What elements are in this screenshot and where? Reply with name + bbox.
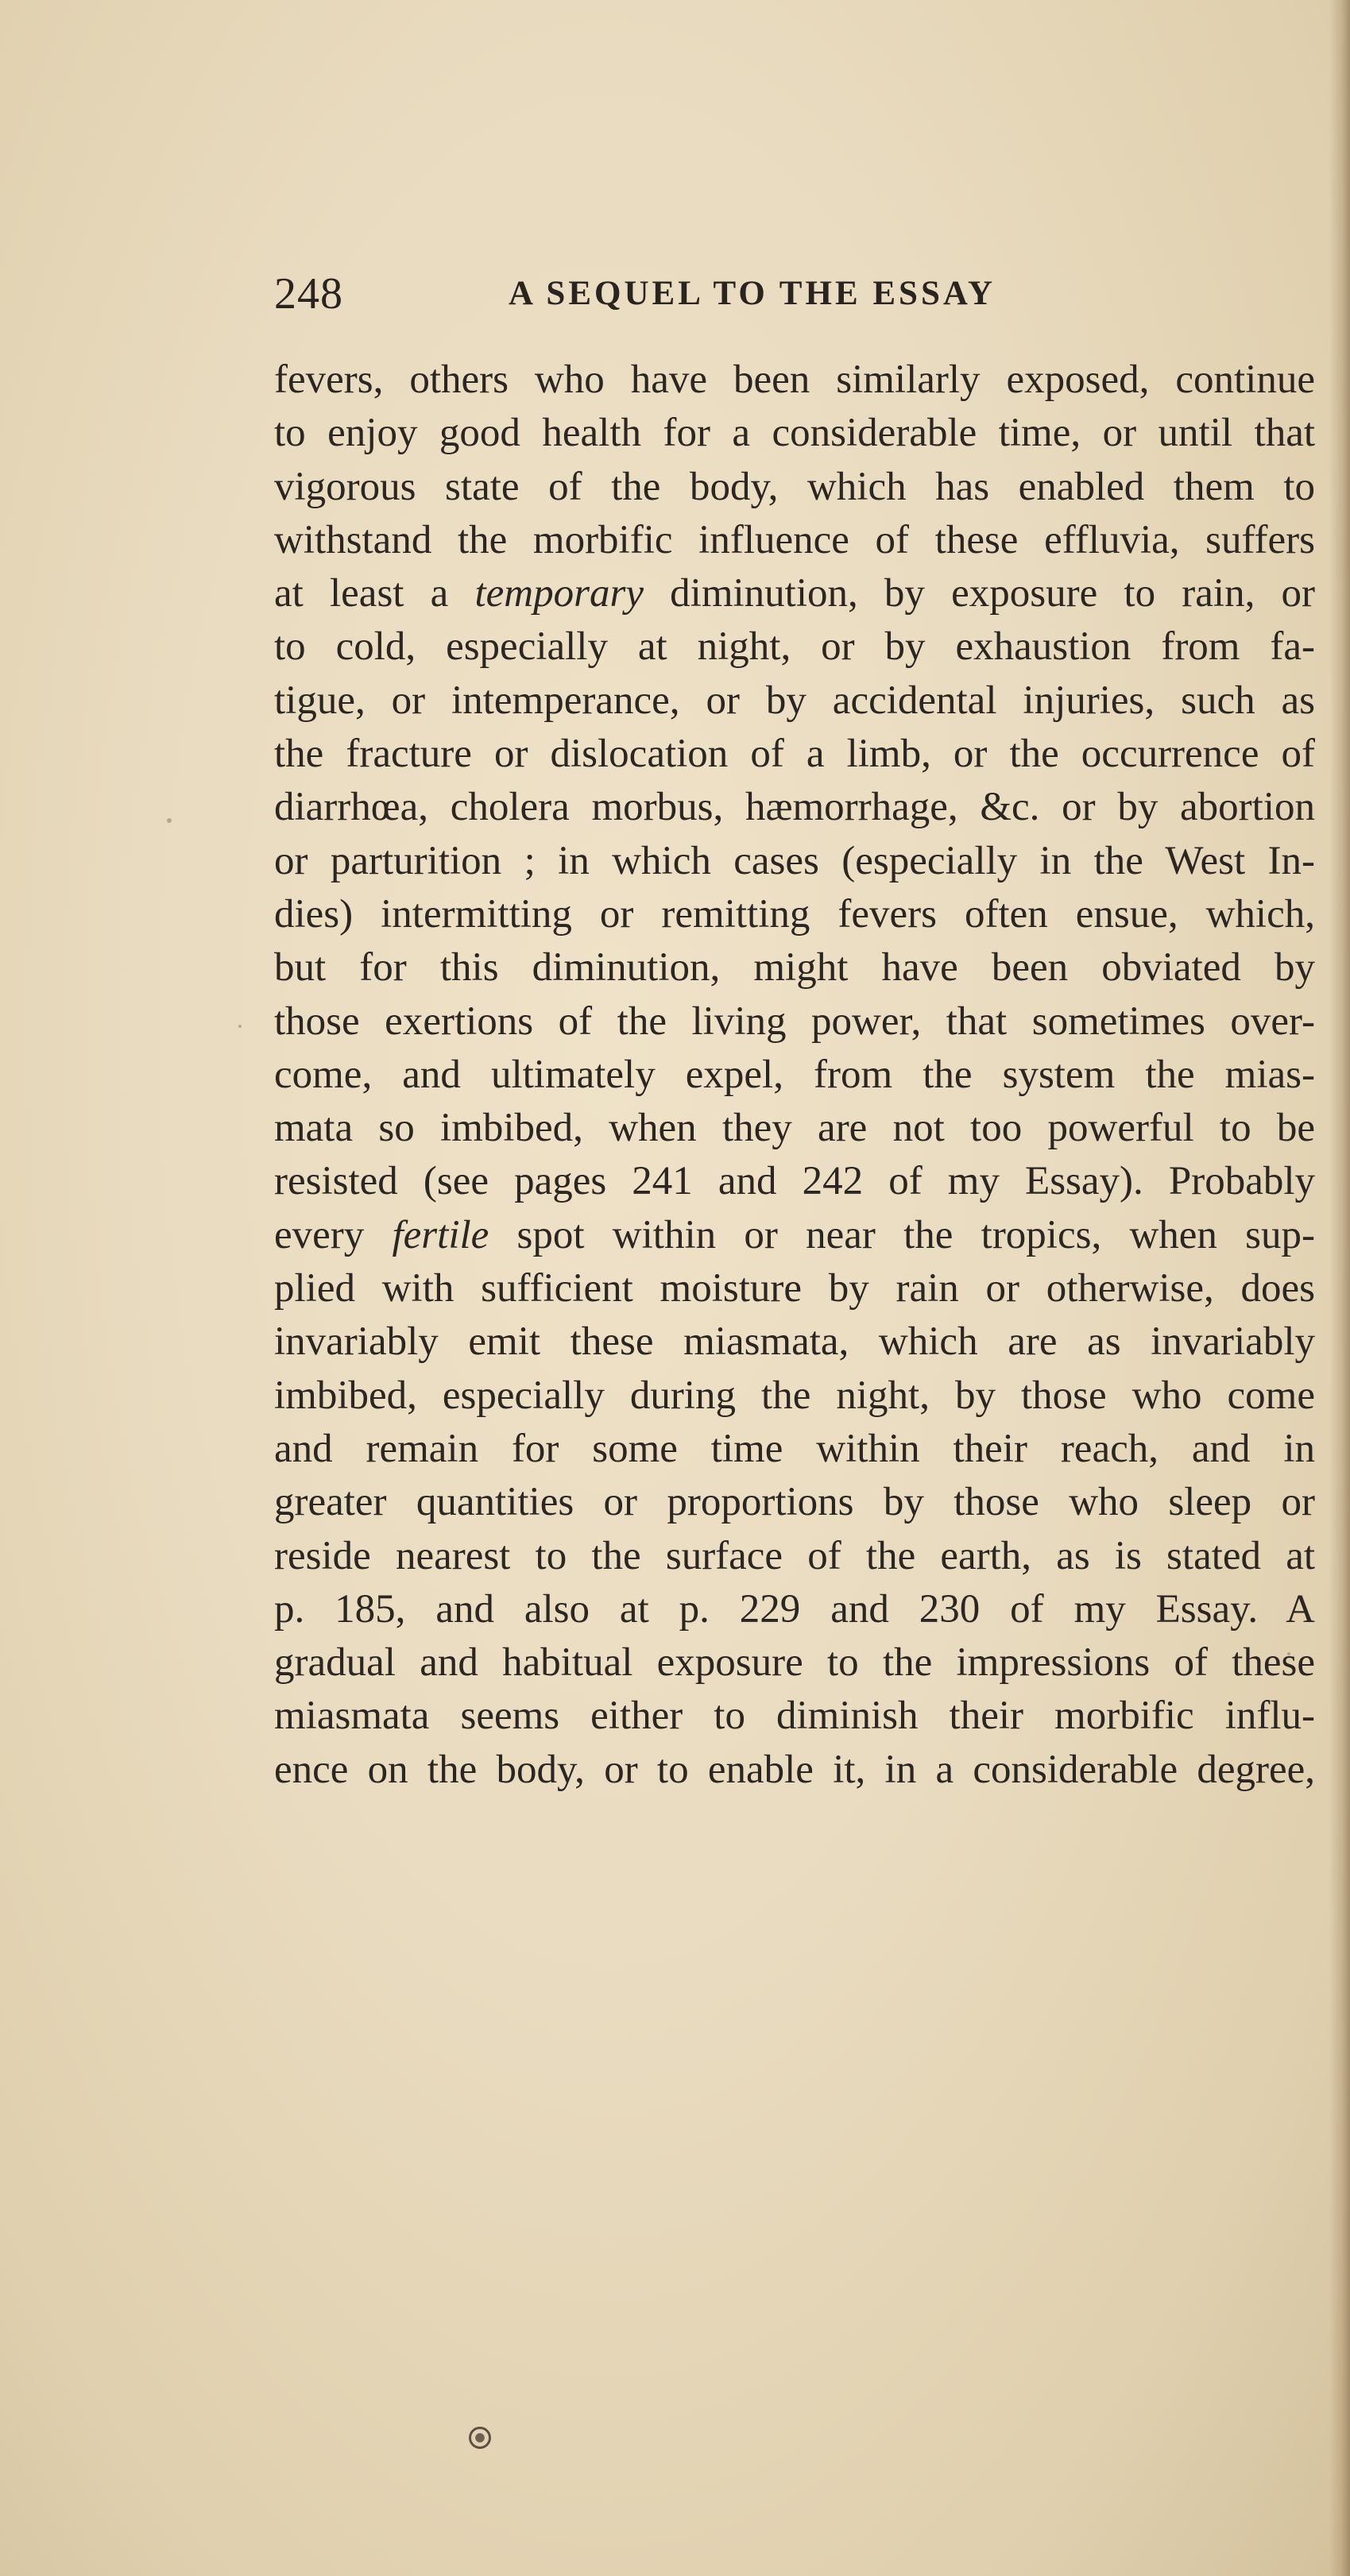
italic-emphasis: temporary bbox=[474, 571, 644, 616]
text-line bbox=[274, 1423, 1315, 1476]
text-line bbox=[274, 781, 1315, 834]
text-segment: but for this diminution, might have been obviated by bbox=[274, 945, 1315, 991]
text-segment: come, and ultimately expel, from the system the mias- bbox=[274, 1052, 1315, 1097]
text-segment: vigorous state of the body, which has enabled them to bbox=[274, 464, 1315, 509]
text-line bbox=[274, 835, 1315, 888]
text-segment: those exertions of the living power, that sometimes over- bbox=[274, 998, 1315, 1044]
text-segment: ence on the body, or to enable it, in a considerable degree, bbox=[274, 1747, 1315, 1792]
text-segment: and remain for some time within their reach, and in bbox=[274, 1426, 1315, 1471]
text-segment: every bbox=[274, 1212, 393, 1257]
text-segment: plied with sufficient moisture by rain or otherwise, does bbox=[274, 1266, 1315, 1311]
text-segment: diminution, by exposure to rain, or bbox=[643, 571, 1315, 616]
text-line bbox=[274, 674, 1315, 728]
text-segment: or parturition ; in which cases (especially in the West In- bbox=[274, 838, 1315, 883]
text-line bbox=[274, 1102, 1315, 1155]
text-segment: to cold, especially at night, or by exhaustion from fa- bbox=[274, 624, 1315, 670]
text-segment: mata so imbibed, when they are not too powerful to be bbox=[274, 1106, 1315, 1151]
text-line bbox=[274, 1476, 1315, 1529]
text-line bbox=[274, 1636, 1315, 1690]
text-segment: imbibed, especially during the night, by those who come bbox=[274, 1373, 1315, 1418]
text-segment: resisted (see pages 241 and 242 of my Essay). Probably bbox=[274, 1159, 1315, 1204]
text-line bbox=[274, 1369, 1315, 1423]
text-line bbox=[274, 1530, 1315, 1583]
text-line bbox=[274, 461, 1315, 514]
text-line bbox=[274, 1262, 1315, 1315]
text-line bbox=[274, 514, 1315, 567]
text-line bbox=[274, 1583, 1315, 1636]
text-line bbox=[274, 1315, 1315, 1369]
text-segment: the fracture or dislocation of a limb, or the occurrence of bbox=[274, 732, 1315, 777]
page-edge-shadow bbox=[1329, 0, 1350, 2576]
text-line bbox=[274, 1209, 1315, 1262]
body-text bbox=[274, 353, 1315, 1797]
text-segment: miasmata seems either to diminish their morbific influ- bbox=[274, 1694, 1315, 1739]
text-segment: gradual and habitual exposure to the impressions of these bbox=[274, 1640, 1315, 1686]
text-line bbox=[274, 407, 1315, 460]
text-line bbox=[274, 941, 1315, 994]
text-segment: fevers, others who have been similarly exposed, continue bbox=[274, 357, 1315, 402]
text-line bbox=[274, 995, 1315, 1049]
text-segment: diarrhœa, cholera morbus, hæmorrhage, &c. or by abortion bbox=[274, 785, 1315, 830]
text-line bbox=[274, 620, 1315, 674]
text-line bbox=[274, 1744, 1315, 1797]
text-segment: greater quantities or proportions by those who sleep or bbox=[274, 1480, 1315, 1525]
paper-speck bbox=[648, 1350, 652, 1354]
text-segment: to enjoy good health for a considerable time, or until that bbox=[274, 411, 1315, 456]
text-segment: dies) intermitting or remitting fevers often ensue, which, bbox=[274, 891, 1315, 937]
paper-speck bbox=[238, 1025, 242, 1028]
text-segment: tigue, or intemperance, or by accidental injuries, such as bbox=[274, 678, 1315, 723]
running-head: A SEQUEL TO THE ESSAY bbox=[509, 275, 996, 312]
page-number: 248 bbox=[274, 269, 343, 319]
text-segment: spot within or near the tropics, when sup- bbox=[489, 1212, 1315, 1257]
text-segment: at least a bbox=[274, 571, 475, 616]
text-line bbox=[274, 728, 1315, 781]
text-line bbox=[274, 1690, 1315, 1743]
page-header bbox=[274, 262, 1323, 326]
text-line bbox=[274, 1155, 1315, 1208]
text-segment: p. 185, and also at p. 229 and 230 of my Essay. A bbox=[274, 1586, 1315, 1632]
text-line bbox=[274, 567, 1315, 620]
text-segment: reside nearest to the surface of the earth, as is stated at bbox=[274, 1533, 1315, 1578]
text-line bbox=[274, 353, 1315, 407]
paper-speck bbox=[167, 818, 172, 823]
text-line bbox=[274, 1049, 1315, 1102]
text-line bbox=[274, 888, 1315, 941]
printer-ornament bbox=[469, 2427, 491, 2449]
text-segment: invariably emit these miasmata, which are as invariably bbox=[274, 1319, 1315, 1365]
paper-speck bbox=[1287, 1652, 1290, 1655]
text-segment: withstand the morbific influence of these effluvia, suffers bbox=[274, 517, 1315, 562]
italic-emphasis: fertile bbox=[392, 1212, 489, 1257]
